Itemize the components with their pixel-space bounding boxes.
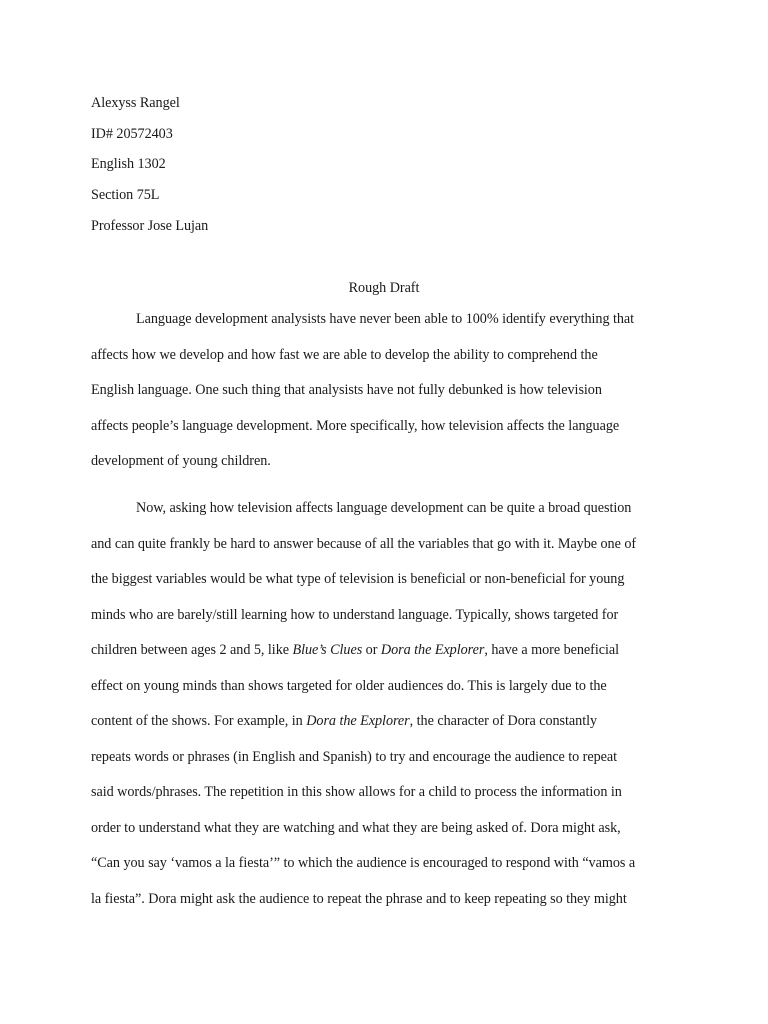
paragraph2-line: la fiesta”. Dora might ask the audience to repeat the phrase and to keep repeating so they might: [91, 891, 627, 907]
paragraph2-line: and can quite frankly be hard to answer because of all the variables that go with it. Maybe one of: [91, 536, 637, 552]
professor-name: Professor Jose Lujan: [91, 218, 209, 234]
course-name: English 1302: [91, 156, 166, 172]
text-run: content of the shows. For example, in: [91, 713, 307, 729]
text-run: children between ages 2 and 5, like: [91, 642, 293, 658]
paragraph2-line: order to understand what they are watching and what they are being asked of. Dora might ask,: [91, 820, 621, 836]
paragraph1-line: Language development analysists have never been able to 100% identify everything that: [136, 311, 635, 327]
section-number: Section 75L: [91, 187, 160, 203]
paragraph2-line: repeats words or phrases (in English and Spanish) to try and encourage the audience to repeat: [91, 749, 618, 765]
text-run: , the character of Dora constantly: [409, 713, 598, 729]
author-name: Alexyss Rangel: [91, 95, 180, 111]
paragraph2-line: Now, asking how television affects language development can be quite a broad question: [136, 500, 632, 516]
paragraph2-line: “Can you say ‘vamos a la fiesta’” to which the audience is encouraged to respond with “vamos a: [91, 855, 636, 871]
paragraph1-line: affects how we develop and how fast we are able to develop the ability to comprehend the: [91, 347, 598, 363]
paragraph2-line: the biggest variables would be what type of television is beneficial or non-beneficial for young: [91, 571, 625, 587]
show-title: Dora the Explorer: [380, 642, 485, 658]
paragraph2-line: said words/phrases. The repetition in this show allows for a child to process the information in: [91, 784, 622, 800]
paragraph2-line: [91, 641, 619, 659]
paragraph1-line: development of young children.: [91, 453, 271, 469]
show-title: Blue’s Clues: [292, 642, 363, 658]
paragraph1-line: affects people’s language development. More specifically, how television affects the language: [91, 418, 620, 434]
paragraph2-line: minds who are barely/still learning how to understand language. Typically, shows targeted for: [91, 607, 619, 623]
paragraph2-line: [91, 712, 597, 730]
show-title: Dora the Explorer: [306, 713, 410, 729]
paragraph1-line: English language. One such thing that analysists have not fully debunked is how television: [91, 382, 602, 398]
text-run: or: [362, 642, 381, 658]
paragraph2-line: effect on young minds than shows targeted for older audiences do. This is largely due to the: [91, 678, 607, 694]
text-run: , have a more beneficial: [484, 642, 620, 658]
document-title: Rough Draft: [348, 280, 420, 296]
student-id: ID# 20572403: [91, 126, 173, 142]
